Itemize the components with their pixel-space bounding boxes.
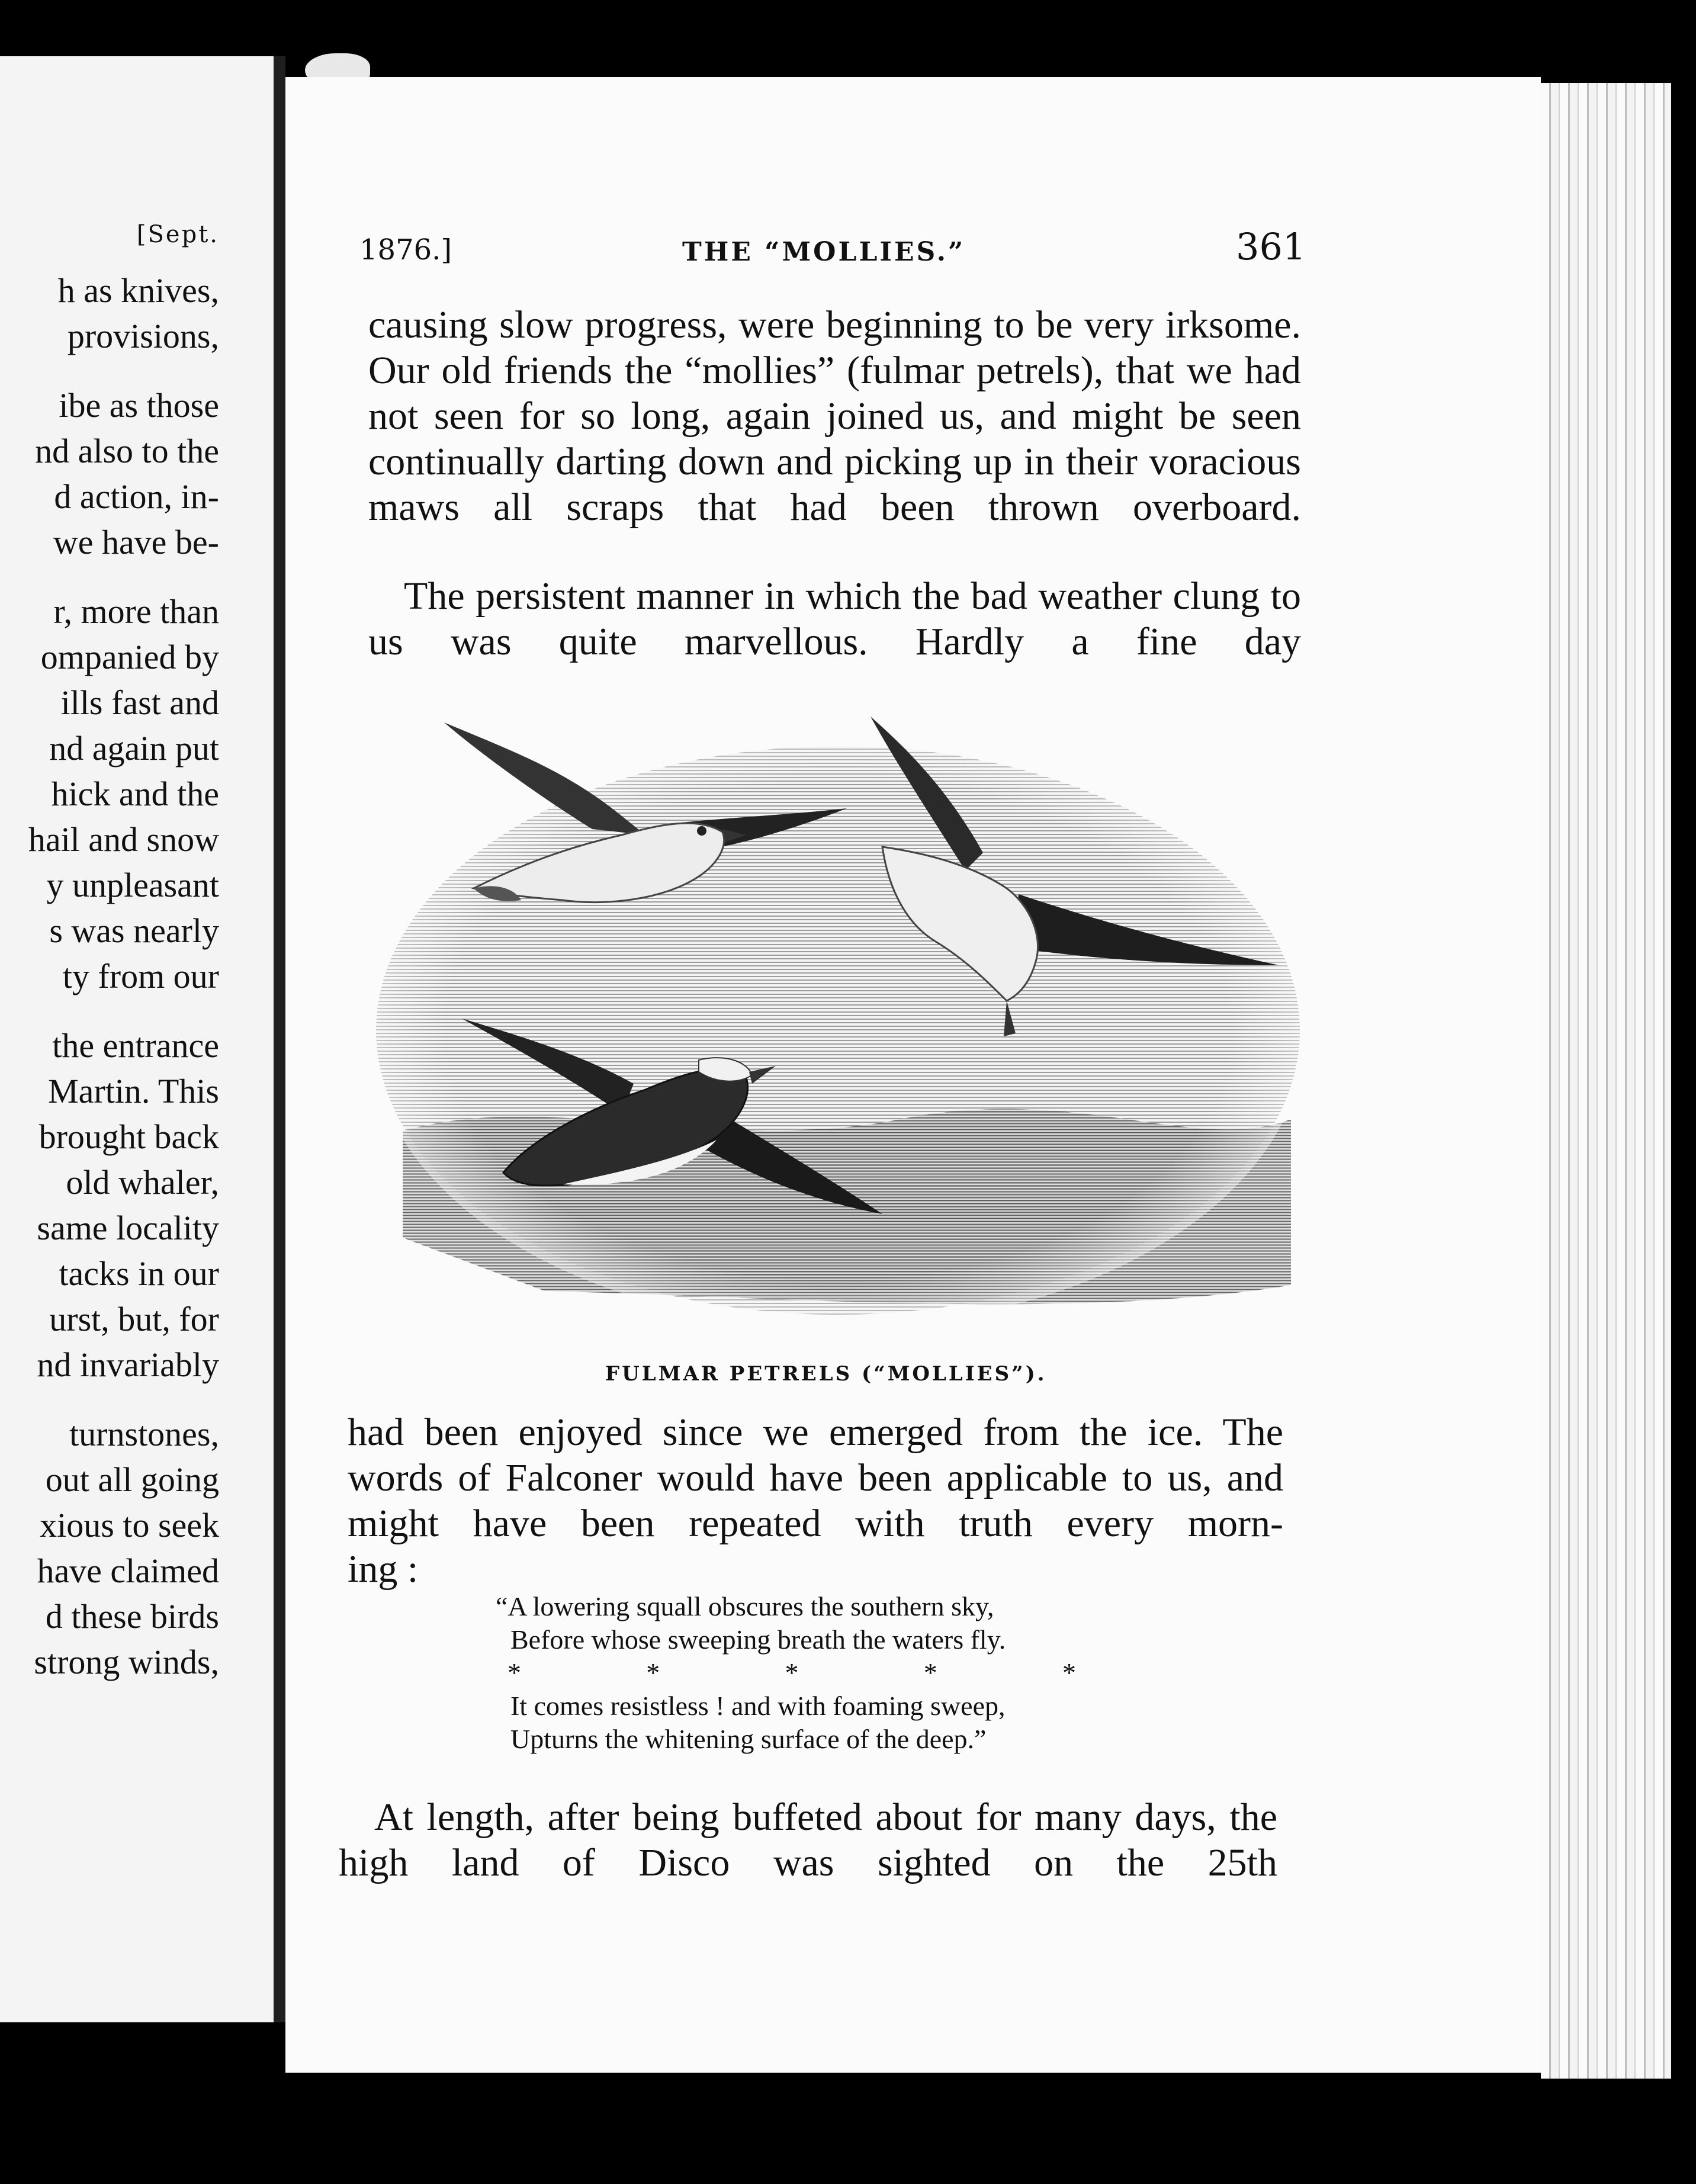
verse-line-2: Before whose sweeping breath the waters fly. bbox=[510, 1624, 1006, 1655]
left-page-line: provisions, bbox=[67, 317, 219, 355]
left-page-line: y unpleasant bbox=[46, 866, 219, 904]
left-page-line: nd also to the bbox=[35, 432, 219, 470]
page-number: 361 bbox=[1236, 225, 1306, 268]
paragraph-3 bbox=[348, 1409, 1283, 1592]
verse-star: * bbox=[923, 1658, 937, 1688]
page-block-edge bbox=[1541, 83, 1671, 2079]
verse-line-4: Upturns the whitening surface of the deep.” bbox=[510, 1724, 987, 1754]
left-page-line: out all going bbox=[45, 1460, 219, 1499]
left-page-line: d these birds bbox=[45, 1597, 219, 1636]
fulmar-petrels-illustration bbox=[367, 705, 1306, 1350]
left-page-line: ibe as those bbox=[59, 386, 219, 425]
verse-star: * bbox=[785, 1658, 799, 1688]
left-page-line: hick and the bbox=[51, 775, 219, 813]
paragraph-3-last-line: ing : bbox=[348, 1547, 419, 1591]
left-page-line: xious to seek bbox=[40, 1506, 219, 1544]
left-page-line: ompanied by bbox=[40, 638, 219, 676]
left-page-line: r, more than bbox=[53, 592, 219, 631]
illustration-caption: FULMAR PETRELS (“MOLLIES”). bbox=[605, 1362, 1047, 1386]
left-page-line: nd invariably bbox=[37, 1345, 219, 1384]
left-page-line: urst, but, for bbox=[49, 1300, 219, 1338]
left-page-line: the entrance bbox=[52, 1026, 219, 1065]
left-page-line: strong winds, bbox=[34, 1643, 219, 1681]
right-page bbox=[285, 77, 1541, 2073]
left-page-line: d action, in- bbox=[54, 477, 219, 516]
left-page-line: ty from our bbox=[62, 957, 219, 995]
left-page-line: same locality bbox=[37, 1209, 219, 1247]
falconer-verse bbox=[496, 1590, 1147, 1756]
paragraph-3-body: had been enjoyed since we emerged from the ice. The words of Falconer would have been applicable to us, and might have been repeated with truth every morn- bbox=[348, 1411, 1283, 1545]
left-running-head: [Sept. bbox=[136, 221, 219, 248]
left-facing-page bbox=[0, 56, 277, 2022]
left-page-line: nd again put bbox=[49, 729, 219, 767]
left-page-line: hail and snow bbox=[28, 820, 219, 859]
left-page-line: turnstones, bbox=[69, 1415, 219, 1453]
verse-line-3: It comes resistless ! and with foaming sweep, bbox=[510, 1691, 1006, 1721]
left-page-line: old whaler, bbox=[66, 1163, 219, 1202]
paragraph-1: causing slow progress, were beginning to be very irksome. Our old friends the “mollies” (fulmar petrels), that we had not seen for so long, again joined us, and might be seen continually darting down and picking up in their voracious maws all scraps that had been thrown overboard. bbox=[368, 303, 1301, 529]
left-page-line: s was nearly bbox=[49, 911, 219, 950]
verse-star: * bbox=[507, 1658, 521, 1688]
verse-line-1: “A lowering squall obscures the southern sky, bbox=[496, 1591, 994, 1621]
running-head-title: THE “MOLLIES.” bbox=[682, 237, 966, 267]
left-page-line: brought back bbox=[38, 1117, 219, 1156]
left-page-line: tacks in our bbox=[59, 1254, 219, 1293]
paragraph-4: At length, after being buffeted about for many days, the high land of Disco was sighted on the 25th bbox=[339, 1796, 1277, 1884]
left-page-line: have claimed bbox=[37, 1552, 219, 1590]
running-head-year: 1876.] bbox=[359, 233, 452, 266]
book-gutter bbox=[274, 56, 285, 2022]
verse-star: * bbox=[1062, 1658, 1076, 1688]
verse-ellipsis-stars bbox=[507, 1656, 1076, 1690]
left-page-line: we have be- bbox=[53, 523, 219, 561]
verse-star: * bbox=[646, 1658, 660, 1688]
running-head bbox=[359, 225, 1597, 278]
left-page-line: h as knives, bbox=[57, 271, 219, 310]
left-page-line: ills fast and bbox=[60, 683, 219, 722]
paragraph-2: The persistent manner in which the bad weather clung to us was quite marvellous. Hardly a fine day bbox=[368, 574, 1301, 663]
left-page-line: Martin. This bbox=[48, 1072, 219, 1110]
